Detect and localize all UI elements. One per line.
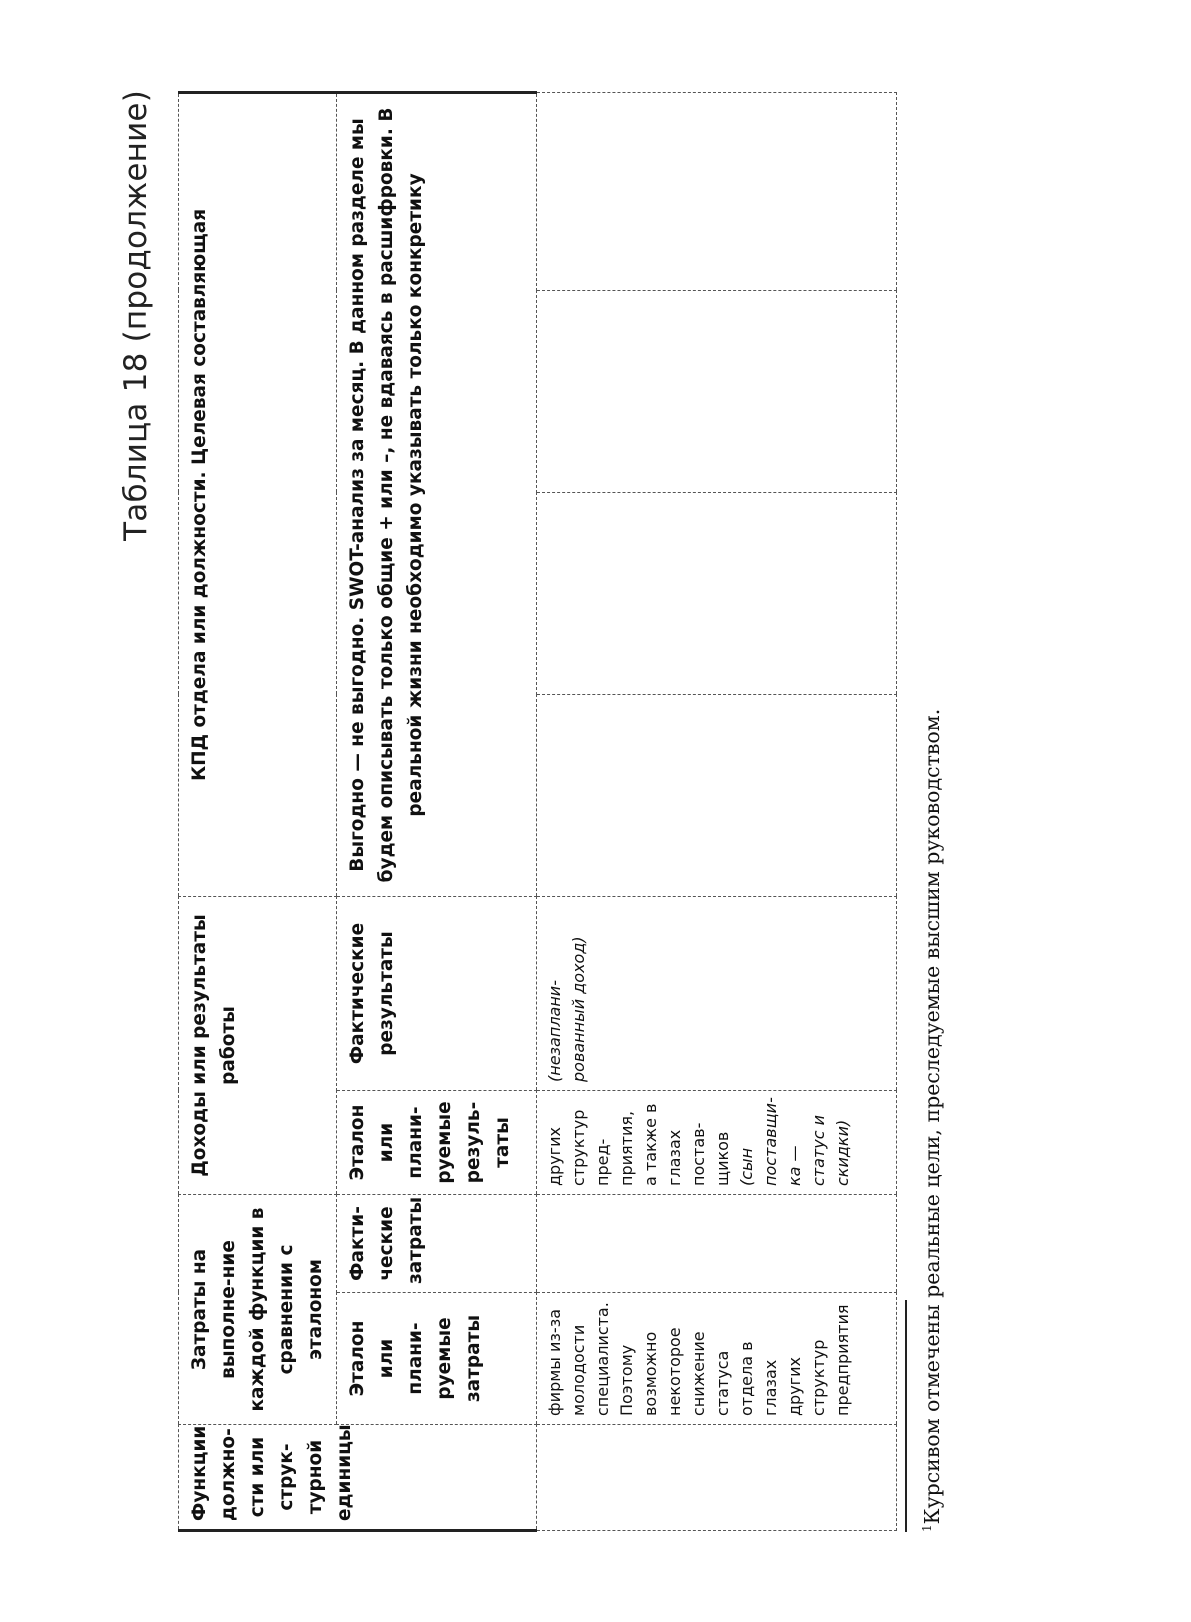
footnote-text: Курсивом отмечены реальные цели, преследуемые высшим руководством. [920, 708, 944, 1525]
cell-functions [537, 1425, 897, 1531]
header-income-planned: Эталон или плани-руемые резуль-таты [337, 1091, 537, 1195]
cell-kpd-4 [537, 92, 897, 290]
cell-income-actual: (незаплани-рованный доход) [537, 896, 897, 1090]
cell-income-planned [537, 1091, 897, 1195]
footnote-marker: 1 [920, 1524, 935, 1532]
cell-costs-planned: фирмы из-за молодости специалиста. Поэтому возможно некоторое снижение статуса отдела в глазах других структур предприятия [537, 1293, 897, 1425]
kpd-table [178, 91, 897, 1532]
cell-kpd-3 [537, 290, 897, 492]
header-income-actual: Фактические результаты [337, 896, 537, 1090]
table-caption: Таблица 18 (продолжение) [118, 90, 154, 541]
header-income-group: Доходы или результаты работы [179, 896, 337, 1194]
cell-kpd-2 [537, 492, 897, 694]
cell-income-planned-italic: (сын поставщи-ка — статус и скидки) [737, 1097, 852, 1186]
cell-income-planned-text: других структур пред-приятия, а также в глазах постав-щиков [545, 1103, 732, 1186]
header-functions: Функции должно-сти или струк-турной единицы [179, 1425, 537, 1531]
header-costs-actual: Факти-ческие затраты [337, 1195, 537, 1293]
cell-costs-actual [537, 1195, 897, 1293]
header-costs-group: Затраты на выполне-ние каждой функции в сравнении с эталоном [179, 1195, 337, 1425]
header-kpd-note: Выгодно — не выгодно. SWOT-анализ за месяц. В данном разделе мы будем описывать только общие + или –, не вдаваясь в расшифровки. В реальной жизни необходимо указывать только конкретику [337, 92, 537, 896]
cell-kpd-1 [537, 694, 897, 896]
footnote [920, 709, 944, 1532]
header-kpd-group: КПД отдела или должности. Целевая составляющая [179, 92, 337, 896]
footnote-rule [905, 1300, 907, 1532]
header-costs-planned: Эталон или плани-руемые затраты [337, 1293, 537, 1425]
